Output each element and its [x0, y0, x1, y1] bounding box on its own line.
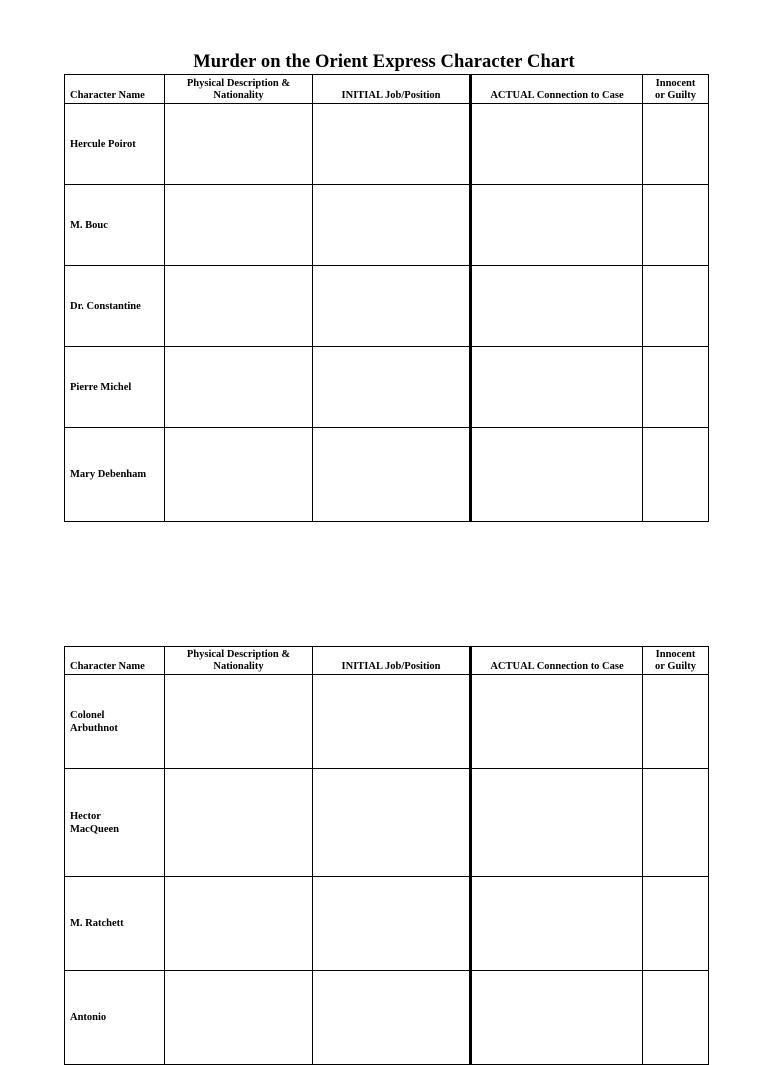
header-actual-connection: ACTUAL Connection to Case: [471, 647, 643, 675]
initial-job-cell[interactable]: [313, 266, 471, 347]
character-chart-table-2: [64, 646, 709, 1065]
table-row: [65, 266, 709, 347]
table-row: [65, 104, 709, 185]
physical-description-cell[interactable]: [165, 185, 313, 266]
character-chart-table-1: [64, 74, 709, 522]
header-actual-connection: ACTUAL Connection to Case: [471, 75, 643, 104]
physical-description-cell[interactable]: [165, 428, 313, 522]
table-row: [65, 428, 709, 522]
physical-description-cell[interactable]: [165, 769, 313, 877]
header-physical-line2: Nationality: [213, 661, 264, 672]
initial-job-cell[interactable]: [313, 971, 471, 1065]
table-row: [65, 877, 709, 971]
header-verdict-line1: Innocent: [655, 649, 696, 660]
header-physical-description: [165, 647, 313, 675]
initial-job-cell[interactable]: [313, 185, 471, 266]
actual-connection-cell[interactable]: [471, 428, 643, 522]
physical-description-cell[interactable]: [165, 877, 313, 971]
actual-connection-cell[interactable]: [471, 971, 643, 1065]
character-name-cell: Colonel Arbuthnot: [65, 675, 165, 769]
initial-job-cell[interactable]: [313, 877, 471, 971]
initial-job-cell[interactable]: [313, 675, 471, 769]
header-initial-job: INITIAL Job/Position: [313, 647, 471, 675]
character-name-cell: Hector MacQueen: [65, 769, 165, 877]
innocent-or-guilty-cell[interactable]: [643, 877, 709, 971]
innocent-or-guilty-cell[interactable]: [643, 266, 709, 347]
character-name-cell: M. Ratchett: [65, 877, 165, 971]
table-row: [65, 347, 709, 428]
initial-job-cell[interactable]: [313, 428, 471, 522]
character-name-cell: Pierre Michel: [65, 347, 165, 428]
actual-connection-cell[interactable]: [471, 185, 643, 266]
table-row: [65, 675, 709, 769]
table-row: [65, 769, 709, 877]
innocent-or-guilty-cell[interactable]: [643, 185, 709, 266]
actual-connection-cell[interactable]: [471, 347, 643, 428]
header-verdict-line2: or Guilty: [655, 661, 696, 672]
header-character-name: Character Name: [65, 75, 165, 104]
physical-description-cell[interactable]: [165, 675, 313, 769]
header-physical-line1: Physical Description &: [186, 649, 291, 660]
initial-job-cell[interactable]: [313, 104, 471, 185]
character-name-cell: M. Bouc: [65, 185, 165, 266]
table-header-row: [65, 647, 709, 675]
header-innocent-or-guilty: [643, 75, 709, 104]
table-row: [65, 971, 709, 1065]
header-verdict-line1: Innocent: [655, 78, 696, 89]
header-innocent-or-guilty: [643, 647, 709, 675]
actual-connection-cell[interactable]: [471, 769, 643, 877]
physical-description-cell[interactable]: [165, 266, 313, 347]
character-name-cell: Hercule Poirot: [65, 104, 165, 185]
header-physical-line2: Nationality: [213, 90, 264, 101]
physical-description-cell[interactable]: [165, 104, 313, 185]
header-physical-line1: Physical Description &: [186, 78, 291, 89]
header-verdict-line2: or Guilty: [655, 90, 696, 101]
character-name-cell: Mary Debenham: [65, 428, 165, 522]
actual-connection-cell[interactable]: [471, 877, 643, 971]
table-header-row: [65, 75, 709, 104]
character-name-cell: Antonio: [65, 971, 165, 1065]
physical-description-cell[interactable]: [165, 971, 313, 1065]
actual-connection-cell[interactable]: [471, 266, 643, 347]
actual-connection-cell[interactable]: [471, 675, 643, 769]
innocent-or-guilty-cell[interactable]: [643, 428, 709, 522]
innocent-or-guilty-cell[interactable]: [643, 675, 709, 769]
innocent-or-guilty-cell[interactable]: [643, 347, 709, 428]
actual-connection-cell[interactable]: [471, 104, 643, 185]
innocent-or-guilty-cell[interactable]: [643, 971, 709, 1065]
innocent-or-guilty-cell[interactable]: [643, 769, 709, 877]
innocent-or-guilty-cell[interactable]: [643, 104, 709, 185]
physical-description-cell[interactable]: [165, 347, 313, 428]
character-name-cell: Dr. Constantine: [65, 266, 165, 347]
initial-job-cell[interactable]: [313, 347, 471, 428]
header-physical-description: [165, 75, 313, 104]
table-row: [65, 185, 709, 266]
header-character-name: Character Name: [65, 647, 165, 675]
page-title: Murder on the Orient Express Character Chart: [193, 52, 575, 72]
header-initial-job: INITIAL Job/Position: [313, 75, 471, 104]
initial-job-cell[interactable]: [313, 769, 471, 877]
